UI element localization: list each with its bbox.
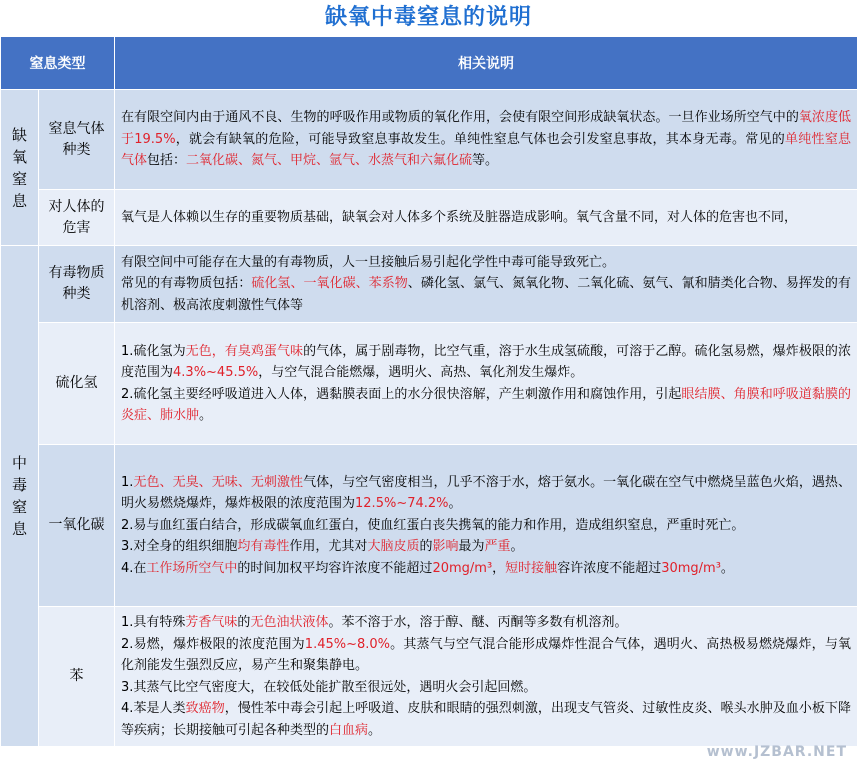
row-sub-2: 有毒物质种类 [39,246,115,323]
desc-text: 1.硫化氢为 [121,343,186,359]
highlight-text: 无色油状液体 [250,615,329,630]
desc-text: 2.易燃，爆炸极限的浓度范围为 [121,636,305,652]
desc-text: ， [492,560,506,576]
desc-text: ，与空气混合能燃爆，遇明火、高热、氧化剂发生爆炸。 [258,365,584,380]
row-sub-0: 窒息气体种类 [39,90,115,190]
highlight-text: 严重 [484,539,511,555]
page-title: 缺氧中毒窒息的说明 [324,5,532,30]
desc-text: 作用，尤其对 [289,539,368,555]
desc-text: 3.其蒸气比空气密度大，在较低处能扩散至很远处，遇明火会引起回燃。 [121,679,537,695]
row-sub-4: 一氧化碳 [39,445,115,607]
highlight-text: 无色、无臭、无味、无刺激性 [133,474,304,490]
highlight-text: 芳香气味 [185,615,238,630]
category-poison-label: 中毒窒息 [11,454,27,538]
row-desc-3 [115,323,857,445]
watermark: www.JZBAR.NET [706,744,847,760]
highlight-text: 二氧化碳、氮气、甲烷、氩气、水蒸气和六氟化硫 [186,153,473,169]
highlight-text: 眼结膜、角膜和呼吸道黏膜的炎症、肺水肿 [121,386,851,423]
category-anoxia [1,90,39,246]
desc-text: 。 [448,496,462,512]
highlight-text: 氧浓度低于19.5% [121,110,851,147]
row-sub-5: 苯 [39,607,115,747]
desc-text: ，慢性苯中毒会引起上呼吸道、皮肤和眼睛的强烈刺激，出现支气管炎、过敏性皮炎、喉头水肿及血小板下降等疾病；长期接触可引起各种类型的 [121,701,851,738]
highlight-text: 致癌物 [185,701,225,716]
desc-text: ，就会有缺氧的危险，可能导致窒息事故发生。单纯性窒息气体也会引发窒息事故，其本身无毒。常见的 [175,131,785,147]
desc-text: 氧气是人体赖以生存的重要物质基础，缺氧会对人体多个系统及脏器造成影响。氧气含量不同，对人体的危害也不同， [121,209,798,225]
highlight-text: 30mg/m³ [661,560,721,576]
info-table [0,36,857,747]
row-desc-2 [115,246,857,323]
desc-text: 在有限空间内由于通风不良、生物的呼吸作用或物质的氧化作用，会使有限空间形成缺氧状态。一旦作业场所空气中的 [121,110,799,126]
highlight-text: 均有毒性 [237,539,290,555]
highlight-text: 12.5%~74.2% [355,496,449,512]
desc-text: 4.苯是人类 [121,701,186,716]
header-desc: 相关说明 [115,37,857,90]
desc-text: 的时间加权平均容许浓度不能超过 [237,560,433,576]
highlight-text: 1.45%~8.0% [304,636,391,652]
desc-text: 2.易与血红蛋白结合，形成碳氧血红蛋白，使血红蛋白丧失携氧的能力和作用，造成组织窒息，严重时死亡。 [121,517,745,533]
desc-text: 等。 [472,153,499,169]
highlight-text: 4.3%~45.5% [173,365,259,380]
highlight-text: 短时接触 [505,560,558,576]
highlight-text: 20mg/m³ [432,560,493,576]
highlight-text: 工作场所空气中 [146,560,238,576]
desc-text: 的 [419,539,433,555]
category-poison [1,246,39,747]
desc-text: 。 [510,539,524,555]
row-desc-4 [115,445,857,607]
row-desc-5 [115,607,857,747]
category-anoxia-label: 缺氧窒息 [11,125,27,210]
desc-text: 1.具有特殊 [121,615,186,630]
highlight-text: 大脑皮质 [367,539,420,555]
header-type: 窒息类型 [1,37,115,90]
desc-text: 包括： [147,153,187,169]
desc-text: 气体，与空气密度相当，几乎不溶于水，熔于氨水。一氧化碳在空气中燃烧呈蓝色火焰，遇热、明火易燃烧爆炸，爆炸极限的浓度范围为 [121,474,851,512]
highlight-text: 硫化氢、一氧化碳、苯系物 [251,276,408,292]
highlight-text: 影响 [432,539,459,555]
row-desc-1 [115,190,857,246]
row-sub-1: 对人体的危害 [39,190,115,246]
highlight-text: 无色，有臭鸡蛋气味 [185,343,304,359]
desc-text: 。其蒸气与空气混合能形成爆炸性混合气体，遇明火、高热极易燃烧爆炸，与氧化剂能发生强烈反应，易产生和聚集静电。 [121,636,851,673]
desc-text: 的 [237,615,251,630]
desc-text: 4.在 [121,560,147,576]
desc-text: 有限空间中可能存在大量的有毒物质，人一旦接触后易引起化学性中毒可能导致死亡。 [121,254,616,270]
desc-text: 2.硫化氢主要经呼吸道进入人体，遇黏膜表面上的水分很快溶解，产生刺激作用和腐蚀作用，引起 [121,386,682,402]
desc-text: 容许浓度不能超过 [557,560,662,576]
row-desc-0 [115,90,857,190]
highlight-text: 白血病 [329,722,369,738]
desc-text: 。 [720,560,734,576]
desc-text: 1. [121,474,134,490]
desc-text: 的气体，属于剧毒物，比空气重，溶于水生成氢硫酸，可溶于乙醇。硫化氢易燃，爆炸极限的浓度范围为 [121,343,851,380]
desc-text: 最为 [458,539,485,555]
highlight-text: 单纯性窒息气体 [121,131,851,169]
desc-text: 、磷化氢、氯气、氮氧化物、二氧化硫、氨气、氰和腈类化合物、易挥发的有机溶剂、极高浓度刺激性气体等 [121,276,851,313]
row-sub-3: 硫化氢 [39,323,115,445]
desc-text: 。 [199,408,213,423]
desc-text: 。苯不溶于水，溶于醇、醚、丙酮等多数有机溶剂。 [328,615,628,630]
desc-text: 。 [368,722,382,738]
desc-text: 3.对全身的组织细胞 [121,539,238,555]
desc-text: 常见的有毒物质包括： [121,276,252,292]
